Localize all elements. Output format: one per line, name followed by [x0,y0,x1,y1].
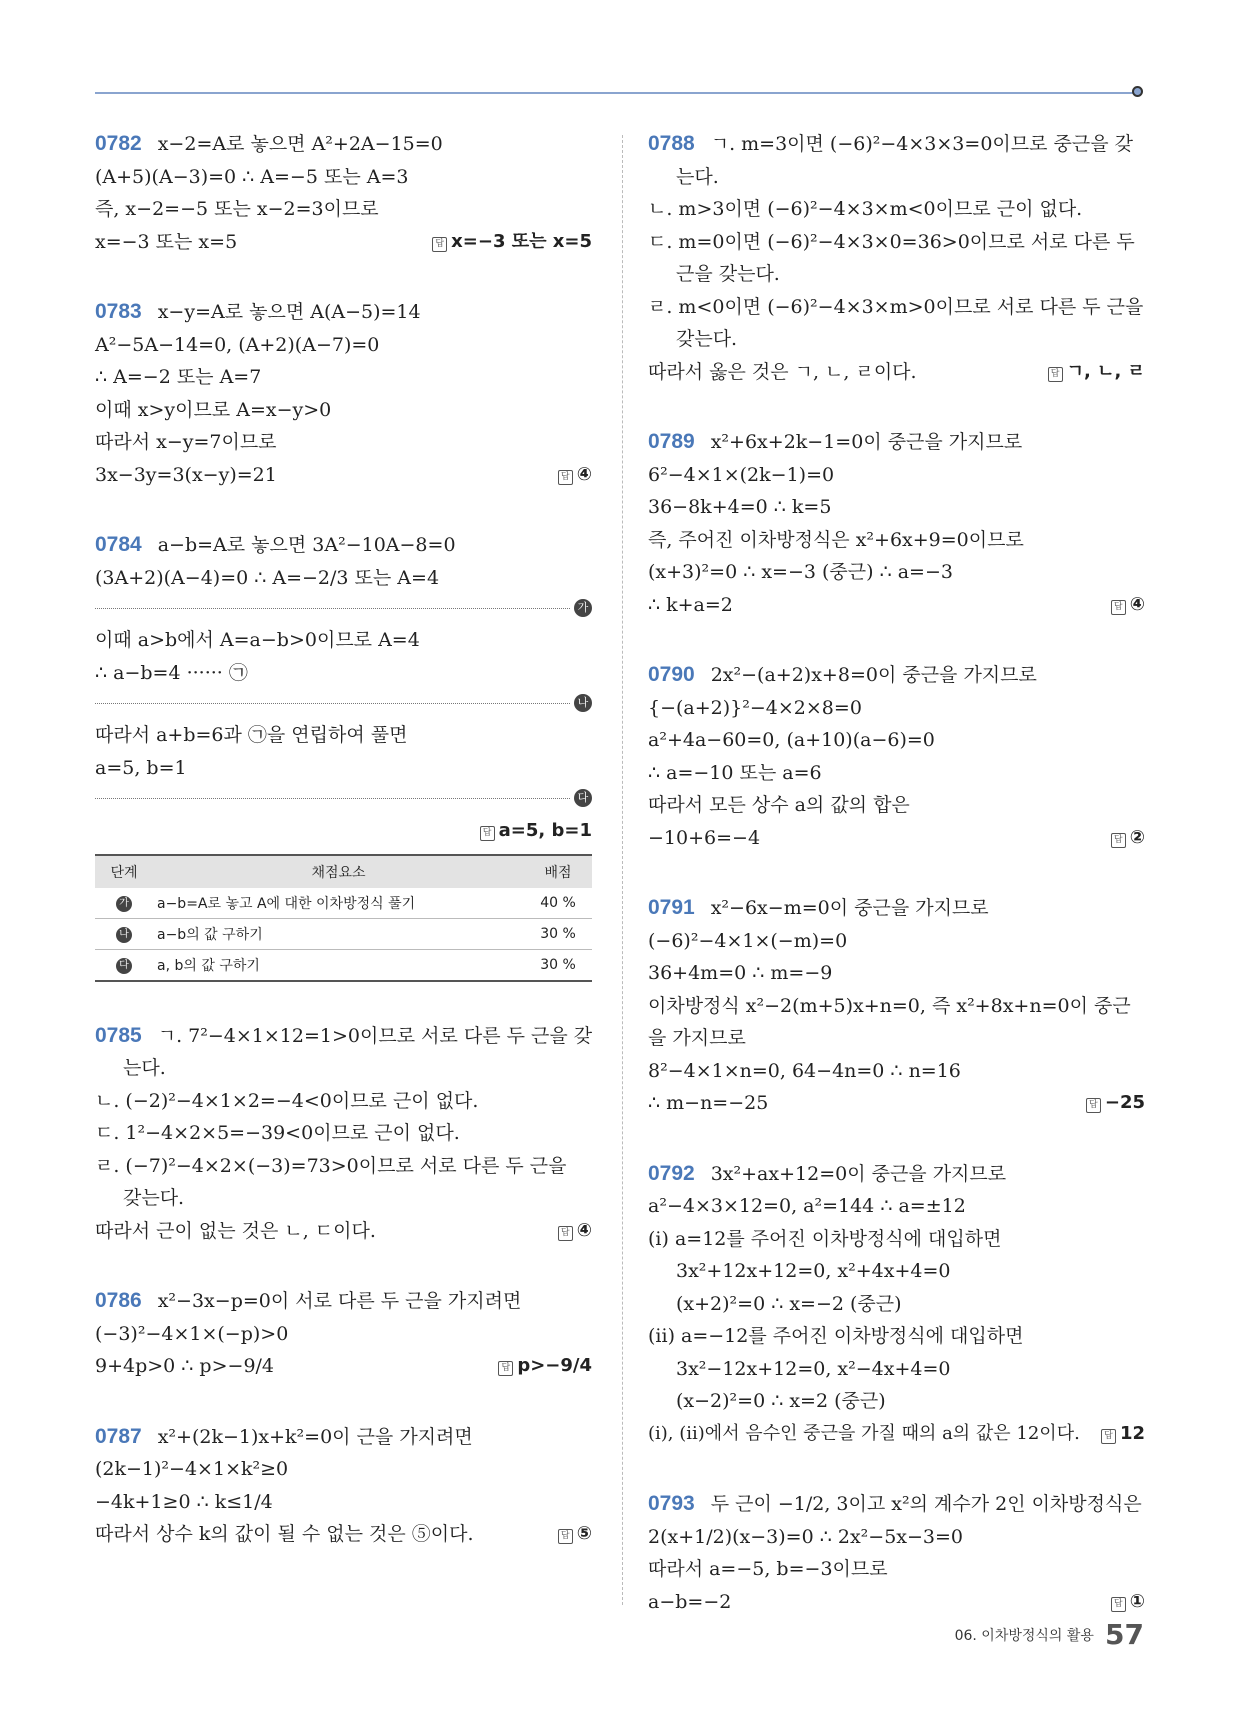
problem-number: 0782 [95,132,142,155]
answer: 답 ② [1111,822,1145,855]
answer-mark-icon: 답 [558,1226,573,1241]
answer-mark-icon: 답 [558,470,573,485]
table-header: 채점요소 [153,855,524,888]
answer: 답 −25 [1086,1087,1145,1120]
problem-0791 [648,892,1145,1120]
table-row [95,888,592,919]
solution-line: (i) a=12를 주어진 이차방정식에 대입하면 [648,1227,1002,1250]
answer-mark-icon: 답 [1048,367,1063,382]
problem-number: 0793 [648,1492,695,1515]
problem-0782 [95,128,592,258]
solution-line: (i), (ii)에서 음수인 중근을 가질 때의 a의 값은 12이다. [648,1422,1080,1444]
answer-mark-icon: 답 [1111,1597,1126,1612]
solution-line: 3x²−12x+12=0, x²−4x+4=0 [676,1357,951,1380]
solution-line: 따라서 x−y=7이므로 [95,431,277,453]
solution-line: 따라서 a=−5, b=−3이므로 [648,1558,888,1580]
table-cell: 30 % [524,918,592,949]
solution-line: 3x²+12x+12=0, x²+4x+4=0 [676,1260,951,1282]
solution-line: x²−6x−m=0이 중근을 가지므로 [710,897,989,919]
solution-line: ㄱ. m=3이면 (−6)²−4×3×3=0이므로 중근을 갖 [710,133,1133,155]
solution-line: 따라서 a+b=6과 ㉠을 연립하여 풀면 [95,724,408,746]
answer-mark-icon: 답 [1086,1098,1101,1113]
solution-line: 36−8k+4=0 ∴ k=5 [648,496,832,518]
solution-line: 2x²−(a+2)x+8=0이 중근을 가지므로 [710,664,1037,686]
step-badge: 가 [574,599,592,617]
chapter-title: 06. 이차방정식의 활용 [954,1628,1094,1644]
solution-line: a²+4a−60=0, (a+10)(a−6)=0 [648,729,935,751]
problem-0790 [648,659,1145,854]
problem-number: 0786 [95,1289,142,1312]
solution-line: −4k+1≥0 ∴ k≤1/4 [95,1490,273,1513]
solution-line: {−(a+2)}²−4×2×8=0 [648,696,862,719]
table-cell: a−b=A로 놓고 A에 대한 이차방정식 풀기 [153,888,524,919]
problem-number: 0791 [648,896,695,919]
solution-line: 을 가지므로 [648,1027,746,1049]
problem-number: 0788 [648,132,695,155]
problem-number: 0785 [95,1023,142,1047]
solution-line: ㄴ. m>3이면 (−6)²−4×3×m<0이므로 근이 없다. [648,198,1083,220]
solution-line: 근을 갖는다. [676,263,780,285]
solution-line: a−b=A로 놓으면 3A²−10A−8=0 [157,534,456,556]
table-cell: 40 % [524,888,592,919]
step-separator [95,784,592,814]
problem-number: 0790 [648,663,695,686]
problem-0785 [95,1020,592,1248]
solution-line: 3x−3y=3(x−y)=21 [95,463,277,486]
solution-line: x=−3 또는 x=5 [95,230,238,253]
solution-line: x−2=A로 놓으면 A²+2A−15=0 [157,133,443,155]
problem-0787 [95,1421,592,1551]
problem-number: 0789 [648,430,695,453]
solution-line: x²−3x−p=0이 서로 다른 두 근을 가지려면 [157,1290,522,1312]
solution-line: (A+5)(A−3)=0 ∴ A=−5 또는 A=3 [95,165,409,188]
solution-line: 2(x+1/2)(x−3)=0 ∴ 2x²−5x−3=0 [648,1525,964,1548]
solution-line: 는다. [676,165,719,188]
table-row [95,918,592,949]
table-header: 배점 [524,855,592,888]
solution-line: a²−4×3×12=0, a²=144 ∴ a=±12 [648,1195,966,1217]
solution-line: 는다. [123,1057,166,1079]
answer-mark-icon: 답 [1111,600,1126,615]
solution-line: ㄷ. 1²−4×2×5=−39<0이므로 근이 없다. [95,1122,460,1144]
solution-line: 따라서 근이 없는 것은 ㄴ, ㄷ이다. [95,1219,376,1242]
scoring-table [95,854,592,982]
solution-line: 8²−4×1×n=0, 64−4n=0 ∴ n=16 [648,1059,961,1082]
solution-line: 이때 x>y이므로 A=x−y>0 [95,398,332,421]
solution-line: ∴ m−n=−25 [648,1092,769,1114]
solution-line: a=5, b=1 [95,756,187,779]
solution-line: ∴ a=−10 또는 a=6 [648,761,822,784]
answer: 답 ㄱ, ㄴ, ㄹ [1048,356,1145,389]
answer: 답 p>−9/4 [498,1350,592,1383]
header-rule [95,92,1135,94]
problem-number: 0784 [95,533,142,556]
right-column [648,128,1145,1656]
solution-line: ∴ a−b=4 ······ ㉠ [95,661,248,684]
solution-line: ㄹ. (−7)²−4×2×(−3)=73>0이므로 서로 다른 두 근을 [95,1154,567,1177]
answer-mark-icon: 답 [558,1529,573,1544]
answer: 답 ④ [558,1215,592,1248]
answer-mark-icon: 답 [1101,1429,1116,1444]
solution-line: ㄹ. m<0이면 (−6)²−4×3×m>0이므로 서로 다른 두 근을 [648,295,1144,318]
solution-line: 36+4m=0 ∴ m=−9 [648,962,833,984]
left-column [95,128,592,1589]
solution-line: (x+3)²=0 ∴ x=−3 (중근) ∴ a=−3 [648,561,953,583]
answer: 답 a=5, b=1 [480,820,592,841]
answer: 답 12 [1101,1418,1145,1451]
problem-number: 0783 [95,300,142,323]
solution-line: ㄴ. (−2)²−4×1×2=−4<0이므로 근이 없다. [95,1089,479,1112]
solution-line: 갖는다. [123,1187,185,1209]
solution-line: ㄱ. 7²−4×1×12=1>0이므로 서로 다른 두 근을 갖 [157,1024,593,1047]
problem-0789 [648,426,1145,621]
solution-line: (x−2)²=0 ∴ x=2 (중근) [676,1390,886,1412]
answer-mark-icon: 답 [432,237,447,252]
answer: 답 ① [1111,1586,1145,1619]
step-badge: 다 [574,789,592,807]
page-footer [955,1618,1144,1651]
solution-line: (−6)²−4×1×(−m)=0 [648,929,848,952]
step-badge: 가 [116,896,132,912]
problem-0793 [648,1488,1145,1618]
table-cell: 30 % [524,949,592,981]
step-separator [95,594,592,624]
table-row [95,949,592,981]
problem-number: 0792 [648,1161,695,1185]
problem-0792 [648,1158,1145,1451]
table-cell: a, b의 값 구하기 [153,949,524,981]
answer-mark-icon: 답 [1111,833,1126,848]
solution-line: 6²−4×1×(2k−1)=0 [648,463,835,486]
answer: 답 ④ [558,459,592,492]
solution-line: A²−5A−14=0, (A+2)(A−7)=0 [95,333,380,356]
problem-number: 0787 [95,1424,142,1448]
solution-line: 따라서 모든 상수 a의 값의 합은 [648,794,910,816]
solution-line: (3A+2)(A−4)=0 ∴ A=−2/3 또는 A=4 [95,566,440,589]
solution-line: 3x²+ax+12=0이 중근을 가지므로 [710,1162,1007,1185]
solution-line: (ii) a=−12를 주어진 이차방정식에 대입하면 [648,1325,1024,1347]
answer-mark-icon: 답 [498,1361,513,1376]
table-cell: a−b의 값 구하기 [153,918,524,949]
solution-line: 갖는다. [676,328,738,350]
page-number: 57 [1105,1618,1144,1651]
solution-line: x−y=A로 놓으면 A(A−5)=14 [157,301,421,323]
solution-line: ∴ k+a=2 [648,593,733,616]
solution-line: 이차방정식 x²−2(m+5)x+n=0, 즉 x²+8x+n=0이 중근 [648,994,1131,1017]
step-badge: 나 [574,694,592,712]
step-separator [95,689,592,719]
problem-0786 [95,1285,592,1383]
step-badge: 다 [116,958,132,974]
solution-line: 9+4p>0 ∴ p>−9/4 [95,1355,275,1377]
solution-line: 즉, 주어진 이차방정식은 x²+6x+9=0이므로 [648,528,1024,551]
column-divider [622,135,623,1605]
solution-line: (−3)²−4×1×(−p)>0 [95,1322,289,1345]
solution-line: 따라서 상수 k의 값이 될 수 없는 것은 ⑤이다. [95,1523,474,1545]
solution-line: (2k−1)²−4×1×k²≥0 [95,1458,289,1480]
solution-line: 두 근이 −1/2, 3이고 x²의 계수가 2인 이차방정식은 [710,1493,1142,1515]
solution-line: 즉, x−2=−5 또는 x−2=3이므로 [95,198,379,220]
solution-line: ㄷ. m=0이면 (−6)²−4×3×0=36>0이므로 서로 다른 두 [648,230,1135,253]
header-rule-dot [1132,86,1143,97]
problem-0784 [95,529,592,982]
table-header: 단계 [95,855,153,888]
solution-line: a−b=−2 [648,1590,732,1613]
solution-line: ∴ A=−2 또는 A=7 [95,366,262,388]
solution-line: 따라서 옳은 것은 ㄱ, ㄴ, ㄹ이다. [648,360,917,383]
answer: 답 ⑤ [558,1518,592,1551]
solution-line: (x+2)²=0 ∴ x=−2 (중근) [676,1292,902,1315]
solution-line: −10+6=−4 [648,826,761,849]
answer-mark-icon: 답 [480,826,495,841]
answer: 답 x=−3 또는 x=5 [432,226,592,259]
solution-line: x²+(2k−1)x+k²=0이 근을 가지려면 [157,1425,473,1448]
problem-0788 [648,128,1145,388]
solution-line: x²+6x+2k−1=0이 중근을 가지므로 [710,431,1023,453]
solution-line: 이때 a>b에서 A=a−b>0이므로 A=4 [95,629,420,651]
answer: 답 ④ [1111,589,1145,622]
step-badge: 나 [116,927,132,943]
problem-0783 [95,296,592,491]
